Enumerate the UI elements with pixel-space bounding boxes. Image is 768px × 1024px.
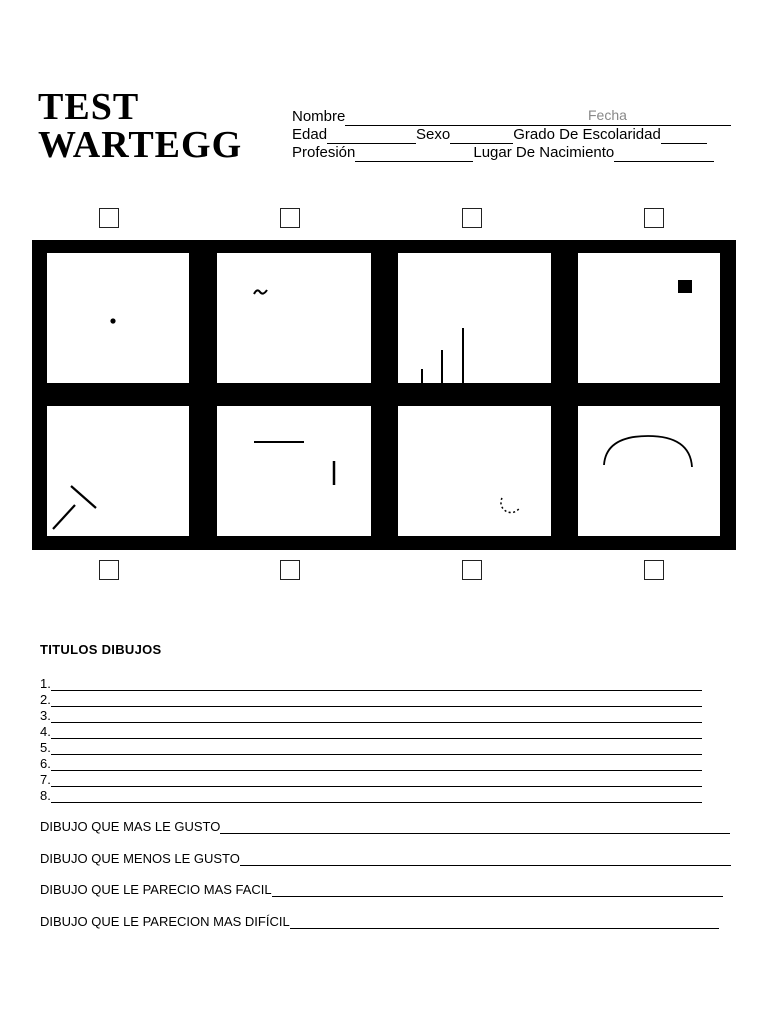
question-least-liked [40,848,731,866]
sexo-label: Sexo [416,126,451,143]
title-line-item [40,675,702,691]
row-edad [292,126,737,144]
item-number: 8. [40,788,51,803]
row-nombre [292,108,737,126]
personal-info-form [292,108,737,162]
crossbars-stimulus [217,406,371,536]
drawing-box-5[interactable] [47,406,189,536]
title-field-6[interactable] [51,759,702,771]
item-number: 4. [40,724,51,739]
question-easiest [40,879,723,897]
question-label: DIBUJO QUE LE PARECIO MAS FACIL [40,882,272,897]
grado-label: Grado De Escolaridad [513,126,661,143]
checkbox-6[interactable] [280,560,300,580]
answer-field-easiest[interactable] [272,884,723,897]
title-field-8[interactable] [51,791,702,803]
drawing-box-7[interactable] [398,406,551,536]
checkbox-1[interactable] [99,208,119,228]
item-number: 6. [40,756,51,771]
bars-stimulus [398,253,551,383]
drawing-box-1[interactable] [47,253,189,383]
dotted-arc-stimulus [398,406,551,536]
title-field-2[interactable] [51,695,702,707]
answer-field-least-liked[interactable] [240,853,731,866]
lugar-label: Lugar De Nacimiento [473,144,615,161]
drawing-box-2[interactable] [217,253,371,383]
title-line-item [40,771,702,787]
checkbox-2[interactable] [280,208,300,228]
test-title [38,88,242,164]
question-label: DIBUJO QUE MENOS LE GUSTO [40,851,240,866]
checkbox-7[interactable] [462,560,482,580]
lugar-field[interactable] [614,147,714,162]
title-line-item [40,755,702,771]
titles-heading: TITULOS DIBUJOS [40,642,162,657]
title-field-5[interactable] [51,743,702,755]
nombre-label: Nombre [292,108,346,125]
title-field-4[interactable] [51,727,702,739]
question-most-liked [40,816,730,834]
row-profesion [292,144,737,162]
title-field-1[interactable] [51,679,702,691]
title-line-item [40,723,702,739]
checkbox-4[interactable] [644,208,664,228]
title-line-2: WARTEGG [38,124,243,166]
title-line-1: TEST [38,86,140,128]
item-number: 7. [40,772,51,787]
title-field-3[interactable] [51,711,702,723]
title-line-item [40,707,702,723]
square-stimulus [578,253,720,383]
fecha-label: Fecha [588,107,627,123]
wartegg-grid [32,240,736,550]
edad-label: Edad [292,126,328,143]
title-line-item [40,739,702,755]
checkbox-5[interactable] [99,560,119,580]
profesion-label: Profesión [292,144,356,161]
checkbox-3[interactable] [462,208,482,228]
answer-field-most-liked[interactable] [220,821,730,834]
question-label: DIBUJO QUE MAS LE GUSTO [40,819,221,834]
title-line-item [40,787,702,803]
item-number: 1. [40,676,51,691]
checkbox-8[interactable] [644,560,664,580]
dot-stimulus [47,253,189,383]
profesion-field[interactable] [355,147,473,162]
item-number: 2. [40,692,51,707]
drawing-box-8[interactable] [578,406,720,536]
question-hardest [40,911,719,929]
item-number: 5. [40,740,51,755]
drawing-box-4[interactable] [578,253,720,383]
drawing-box-6[interactable] [217,406,371,536]
sexo-field[interactable] [450,129,513,144]
arc-stimulus [578,406,720,536]
drawing-box-3[interactable] [398,253,551,383]
answer-field-hardest[interactable] [290,916,719,929]
question-label: DIBUJO QUE LE PARECION MAS DIFÍCIL [40,914,290,929]
grado-field[interactable] [661,129,707,144]
item-number: 3. [40,708,51,723]
nombre-field[interactable] [345,111,731,126]
wave-stimulus [217,253,371,383]
title-line-item [40,691,702,707]
edad-field[interactable] [327,129,416,144]
title-field-7[interactable] [51,775,702,787]
lines-stimulus [47,406,189,536]
